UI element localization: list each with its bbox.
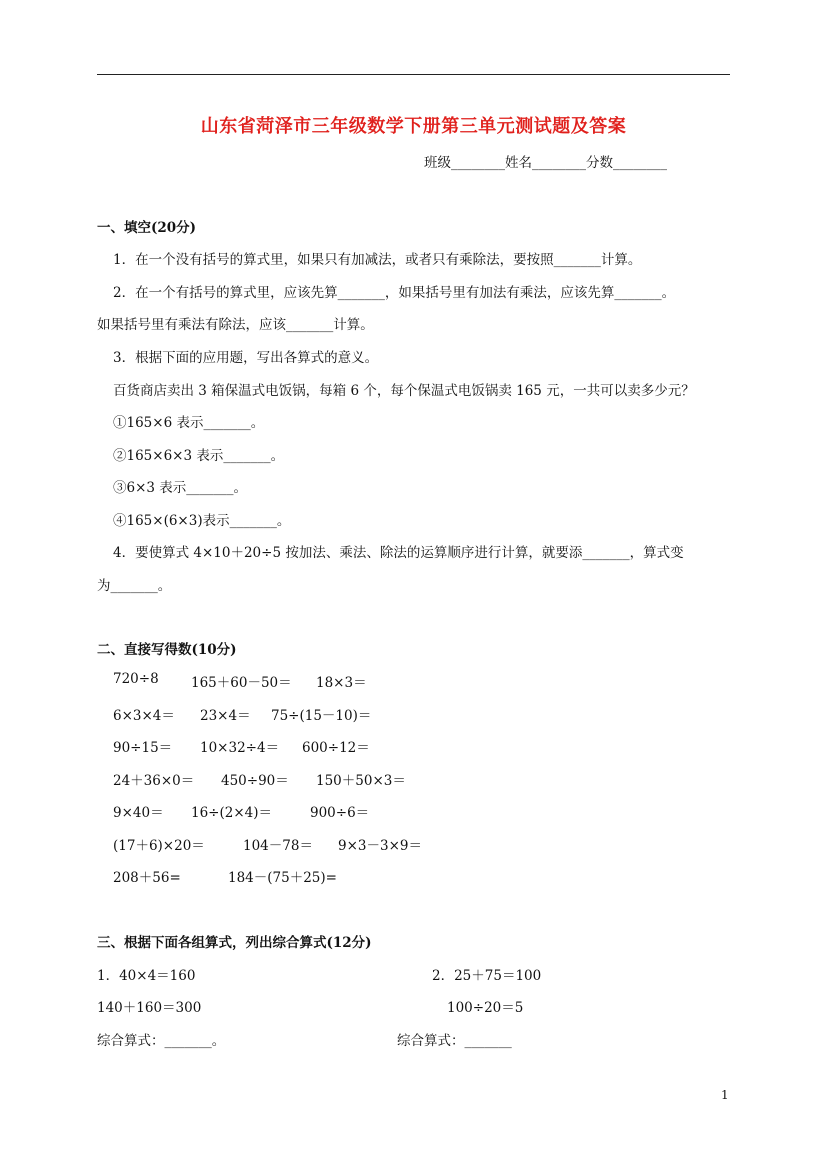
group2-answer: 综合算式：_______ [397,1033,512,1049]
calc-item: 720÷8 [113,671,159,687]
group1-line2: 140＋160＝300 [97,1000,202,1016]
group1-answer: 综合算式：_______。 [97,1033,226,1049]
question-4-line2: 为_______。 [97,578,172,594]
calc-item: 9×40＝ [113,805,164,821]
question-4-line1: 4．要使算式 4×10＋20÷5 按加法、乘法、除法的运算顺序进行计算，就要添_______，算式变 [113,545,684,561]
calc-item: 104－78＝ [243,838,313,854]
question-3-problem: 百货商店卖出 3 箱保温式电饭锅，每箱 6 个，每个保温式电饭锅卖 165 元，一共可以卖多少元？ [113,383,695,399]
calc-item: 450÷90＝ [221,773,289,789]
group2-line1: 2．25＋75＝100 [432,968,542,984]
page-number: 1 [721,1088,729,1102]
calc-item: 600÷12＝ [302,740,370,756]
calc-item: 24＋36×0＝ [113,773,195,789]
calc-item: 18×3＝ [316,675,367,691]
question-2-line1: 2．在一个有括号的算式里，应该先算_______，如果括号里有加法有乘法，应该先算_______。 [113,285,676,301]
question-2-line2: 如果括号里有乘法有除法，应该_______计算。 [97,317,374,333]
calc-item: 165＋60－50＝ [191,675,292,691]
calc-item: 90÷15＝ [113,740,173,756]
calc-item: 23×4＝ [200,708,251,724]
section1-heading: 一、填空(20分) [97,220,197,236]
calc-item: 900÷6＝ [310,805,370,821]
section2-heading: 二、直接写得数(10分) [97,642,237,658]
question-3-a: ①165×6 表示_______。 [113,415,265,431]
calc-item: 16÷(2×4)＝ [191,805,273,821]
question-1: 1．在一个没有括号的算式里，如果只有加减法，或者只有乘除法，要按照_______计算。 [113,252,642,268]
calc-item: 150＋50×3＝ [316,773,406,789]
question-3-d: ④165×(6×3)表示_______。 [113,513,291,529]
section3-heading: 三、根据下面各组算式，列出综合算式(12分) [97,935,372,951]
calc-item: 10×32÷4＝ [200,740,280,756]
question-3-b: ②165×6×3 表示_______。 [113,448,285,464]
student-info-line: 班级________姓名________分数________ [424,155,667,171]
question-3: 3．根据下面的应用题，写出各算式的意义。 [113,350,379,366]
header-rule [97,74,730,75]
calc-item: 75÷(15－10)＝ [271,708,372,724]
group2-line2: 100÷20＝5 [447,1000,524,1016]
calc-item: 6×3×4＝ [113,708,175,724]
calc-item: 184－(75＋25)= [228,870,337,886]
calc-item: 208＋56= [113,870,181,886]
page-title: 山东省菏泽市三年级数学下册第三单元测试题及答案 [200,116,627,137]
group1-line1: 1．40×4＝160 [97,968,196,984]
question-3-c: ③6×3 表示_______。 [113,480,248,496]
calc-item: (17＋6)×20＝ [113,838,205,854]
calc-item: 9×3－3×9＝ [338,838,422,854]
